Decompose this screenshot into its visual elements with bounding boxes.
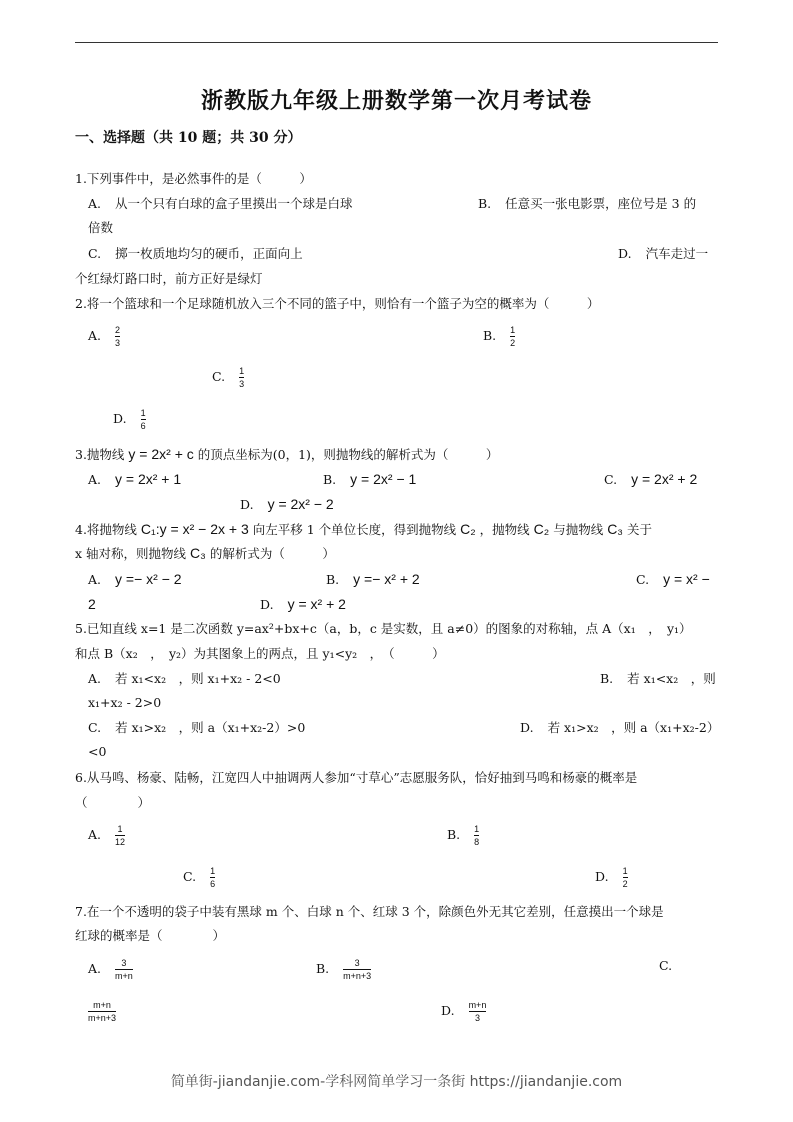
fraction: $\frac{2}{3}$ <box>115 325 121 348</box>
q7-stem-line2: 红球的概率是（ ） <box>75 928 226 943</box>
q7-stem: 7.在一个不透明的袋子中装有黑球 m 个、白球 n 个、红球 3 个，除颜色外无其它差别，任意摸出一个球是 <box>75 904 664 919</box>
q4-option-c-cont: 2 <box>88 596 96 612</box>
q1-option-b-cont: 倍数 <box>88 220 114 235</box>
q6-stem-line2: （ ） <box>75 795 151 810</box>
fraction: $\frac{1}{6}$ <box>140 408 146 431</box>
q3-option-d: D. y = 2x² − 2 <box>240 496 334 512</box>
fraction: $\frac{m+n}{m+n+3}$ <box>88 1000 117 1023</box>
q6-option-a: A. $\frac{1}{12}$ <box>88 824 126 847</box>
q3-stem: 3.抛物线 y = 2x² + c 的顶点坐标为(0，1)，则抛物线的解析式为（ ） <box>75 446 499 462</box>
q4-option-b: B. y =− x² + 2 <box>326 571 420 587</box>
q3-option-b: B. y = 2x² − 1 <box>323 471 417 487</box>
fraction: $\frac{m+n}{3}$ <box>468 1000 487 1023</box>
q6-option-b: B. $\frac{1}{8}$ <box>447 824 480 847</box>
q3-option-a: A. y = 2x² + 1 <box>88 471 182 487</box>
q1-option-d-cont: 个红绿灯路口时，前方正好是绿灯 <box>75 271 263 286</box>
fraction: $\frac{1}{8}$ <box>474 824 480 847</box>
q4-stem-line2: x 轴对称，则抛物线 C₃ 的解析式为（ ） <box>75 545 335 561</box>
q2-option-a: A. $\frac{2}{3}$ <box>88 325 121 348</box>
q1-stem: 1.下列事件中，是必然事件的是（ ） <box>75 171 312 186</box>
q2-option-c: C. $\frac{1}{3}$ <box>212 366 245 389</box>
q2-option-d: D. $\frac{1}{6}$ <box>113 408 146 431</box>
q4-stem: 4.将抛物线 C₁:y = x² − 2x + 3 向左平移 1 个单位长度，得到抛物线 C₂ ，抛物线 C₂ 与抛物线 C₃ 关于 <box>75 521 652 537</box>
q7-option-d: D. $\frac{m+n}{3}$ <box>441 1000 487 1023</box>
footer-watermark: 简单街-jiandanjie.com-学科网简单学习一条街 https://jiandanjie.com <box>170 1074 623 1090</box>
q1-option-c: C. 掷一枚质地均匀的硬币，正面向上 <box>88 246 303 261</box>
q6-option-d: D. $\frac{1}{2}$ <box>595 866 628 889</box>
q2-option-b: B. $\frac{1}{2}$ <box>483 325 516 348</box>
q1-option-b: B. 任意买一张电影票，座位号是 3 的 <box>478 196 697 211</box>
q4-option-a: A. y =− x² − 2 <box>88 571 182 587</box>
q4-option-c: C. y = x² − <box>636 571 710 587</box>
fraction: $\frac{1}{12}$ <box>115 824 126 847</box>
q5-option-b: B. 若 x₁<x₂ ，则 <box>600 671 716 686</box>
q1-option-a: A. 从一个只有白球的盒子里摸出一个球是白球 <box>88 196 353 211</box>
q5-option-d-cont: <0 <box>88 744 107 759</box>
q6-option-c: C. $\frac{1}{6}$ <box>183 866 216 889</box>
fraction: $\frac{1}{3}$ <box>239 366 245 389</box>
fraction: $\frac{1}{2}$ <box>622 866 628 889</box>
q7-option-a: A. $\frac{3}{m+n}$ <box>88 958 133 981</box>
q3-option-c: C. y = 2x² + 2 <box>604 471 698 487</box>
q7-option-c-fraction <box>74 1000 116 1023</box>
fraction: $\frac{3}{m+n+3}$ <box>343 958 372 981</box>
q5-stem: 5.已知直线 x=1 是二次函数 y=ax²+bx+c（a，b，c 是实数，且 a≠0）的图象的对称轴，点 A（x₁ ， y₁） <box>75 621 692 636</box>
section-heading: 一、选择题（共 10 题；共 30 分） <box>75 130 302 146</box>
q7-option-c: C. <box>659 958 673 973</box>
header-rule <box>75 42 718 43</box>
q5-option-d: D. 若 x₁>x₂ ，则 a（x₁+x₂-2） <box>520 720 720 735</box>
q4-option-d: D. y = x² + 2 <box>260 596 346 612</box>
q5-stem-line2: 和点 B（x₂ ， y₂）为其图象上的两点，且 y₁<y₂ ， （ ） <box>75 646 445 661</box>
q2-stem: 2.将一个篮球和一个足球随机放入三个不同的篮子中，则恰有一个篮子为空的概率为（ ） <box>75 296 600 311</box>
q6-stem: 6.从马鸣、杨豪、陆畅，江宽四人中抽调两人参加“寸草心”志愿服务队，恰好抽到马鸣和杨豪的概率是 <box>75 770 638 785</box>
q7-option-b: B. $\frac{3}{m+n+3}$ <box>316 958 372 981</box>
fraction: $\frac{1}{6}$ <box>210 866 216 889</box>
q5-option-c: C. 若 x₁>x₂ ，则 a（x₁+x₂-2）>0 <box>88 720 306 735</box>
fraction: $\frac{1}{2}$ <box>510 325 516 348</box>
q5-option-b-cont: x₁+x₂ - 2>0 <box>88 695 162 710</box>
q1-option-d: D. 汽车走过一 <box>618 246 709 261</box>
fraction: $\frac{3}{m+n}$ <box>115 958 133 981</box>
page-title: 浙教版九年级上册数学第一次月考试卷 <box>200 88 592 114</box>
q5-option-a: A. 若 x₁<x₂ ，则 x₁+x₂ - 2<0 <box>88 671 281 686</box>
